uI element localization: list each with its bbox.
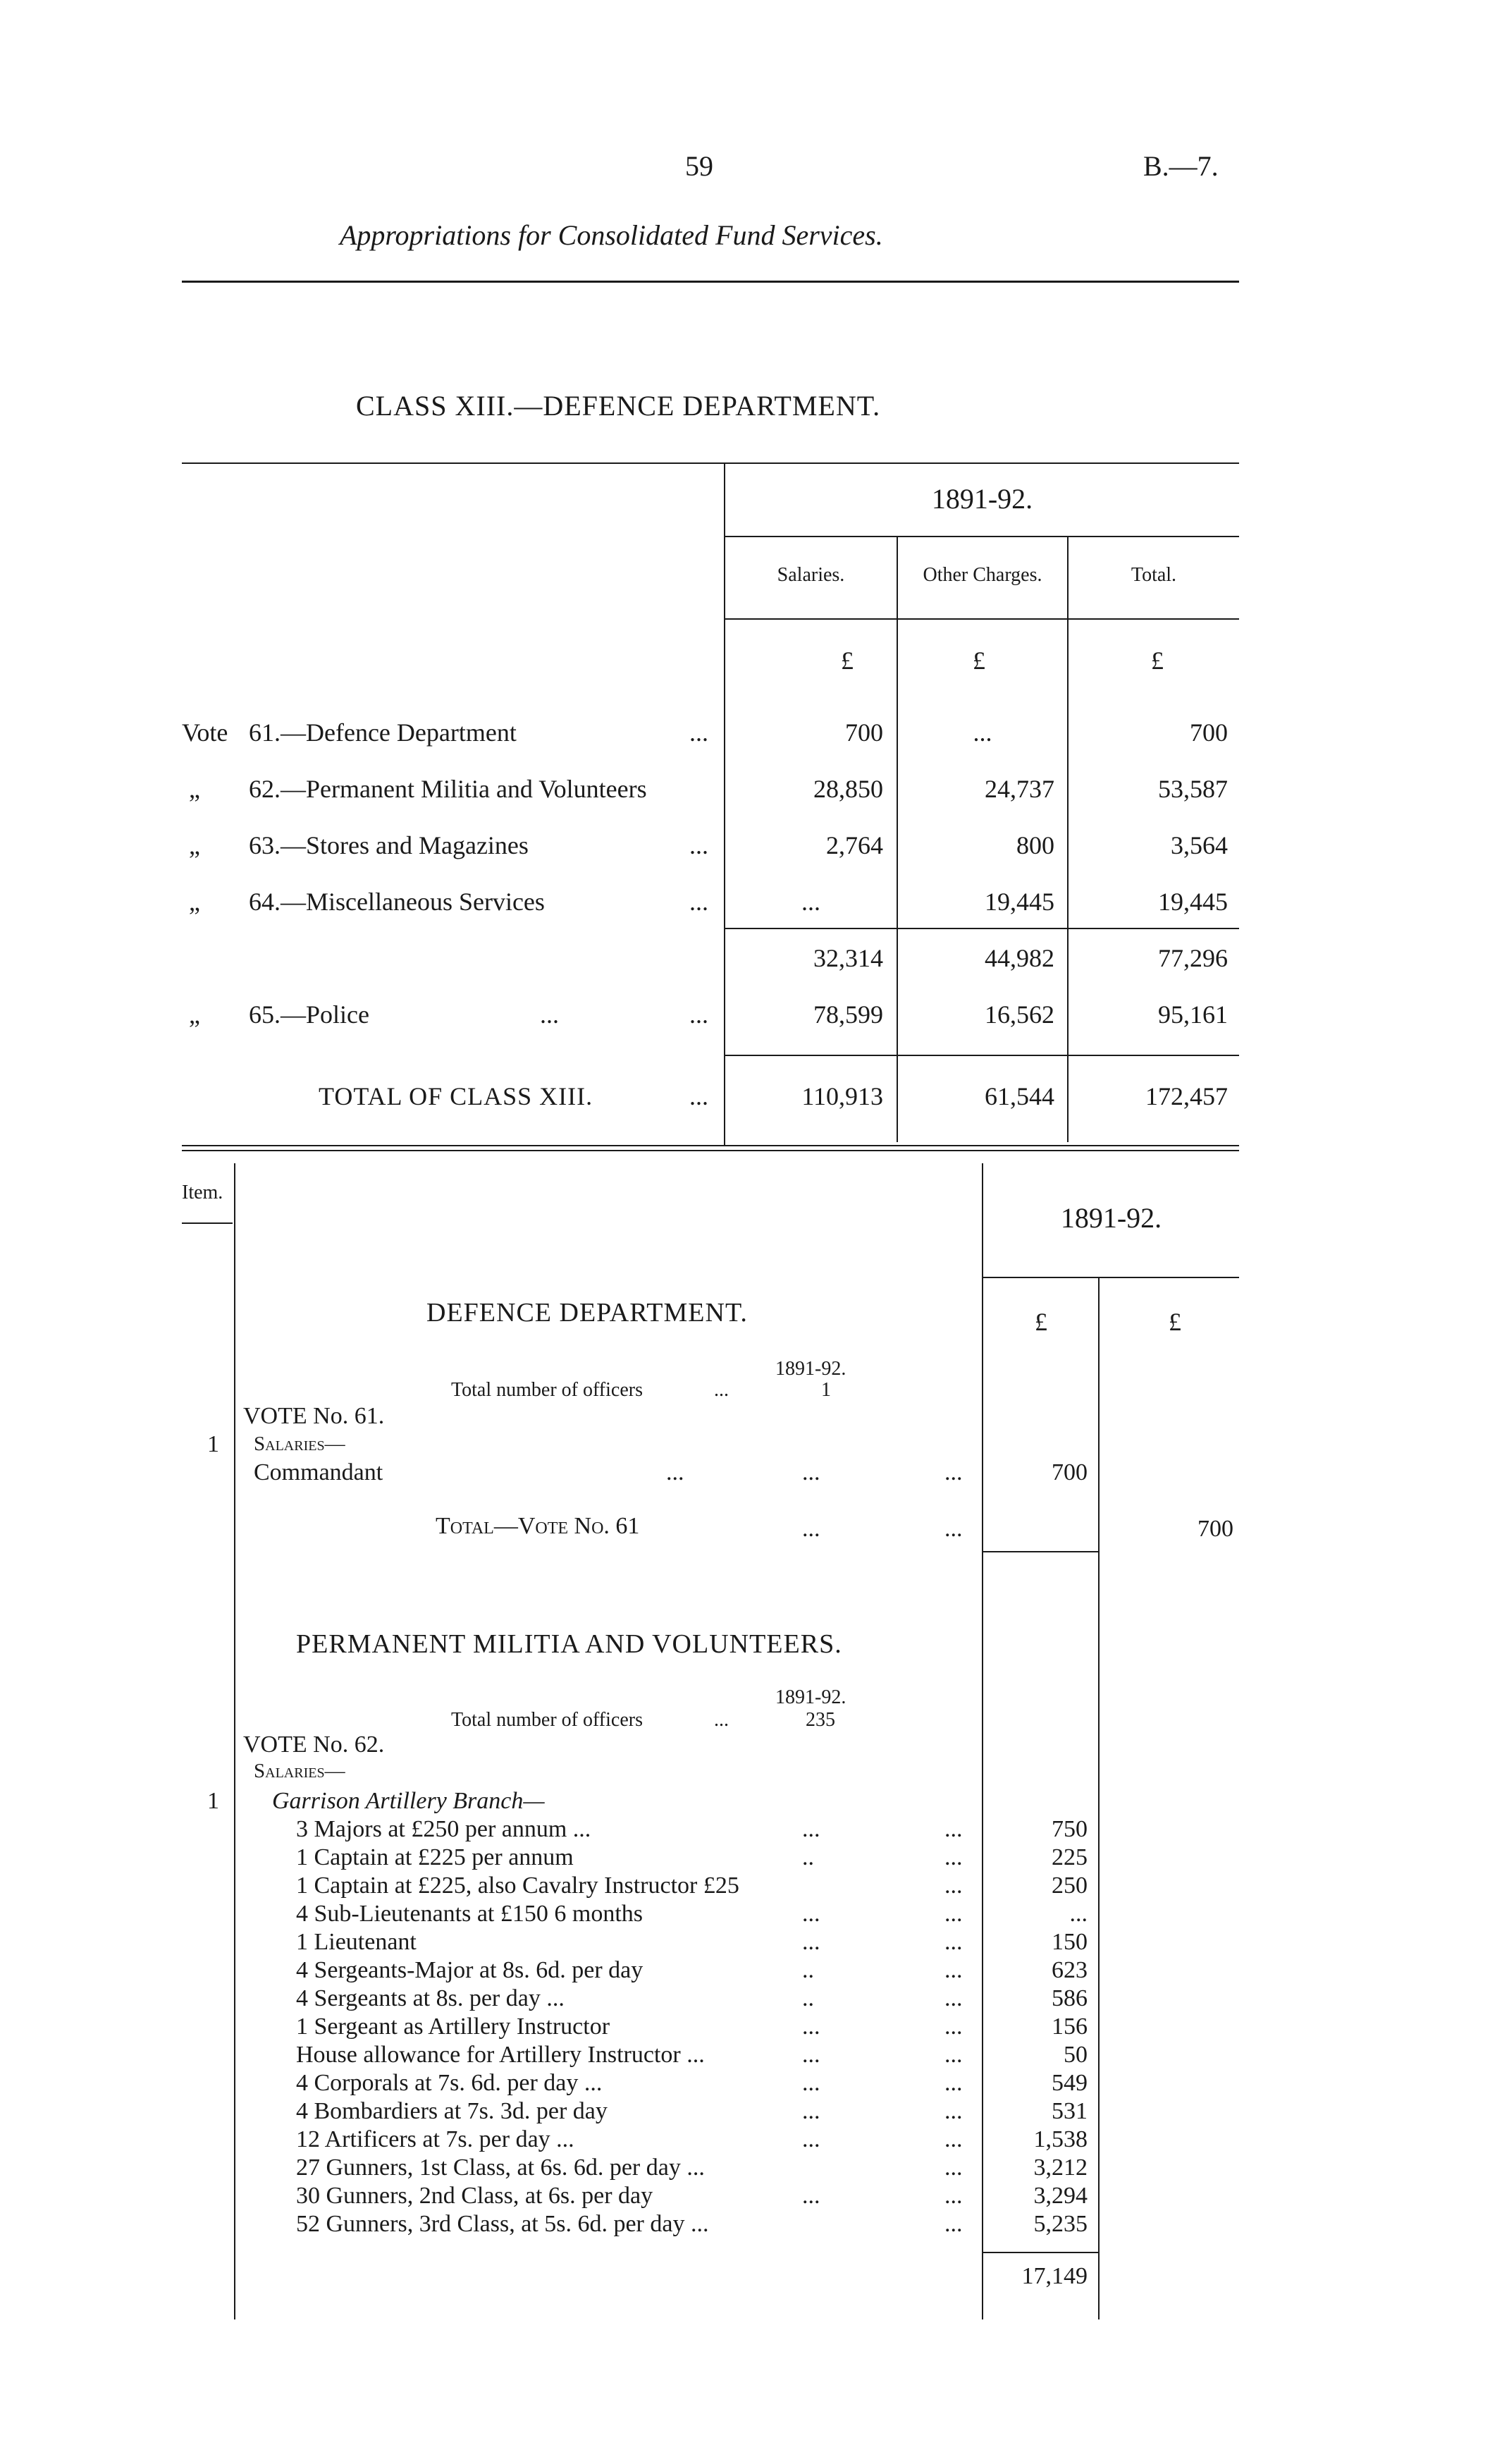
total-rule xyxy=(725,1055,1239,1056)
salaries-subtotal: 32,314 xyxy=(813,944,883,972)
class-heading: CLASS XIII.—DEFENCE DEPARTMENT. xyxy=(356,390,881,422)
line-leader: ... xyxy=(944,2098,963,2124)
line-item-amount: 150 xyxy=(1052,1929,1088,1955)
item-header: Item. xyxy=(182,1182,223,1203)
line-item-label: 1 Lieutenant xyxy=(296,1929,417,1955)
line-leader: ... xyxy=(944,1901,963,1927)
line-leader: ... xyxy=(802,1816,820,1842)
line-leader: ... xyxy=(944,2126,963,2152)
line-leader: ... xyxy=(944,2183,963,2209)
salaries-cell: 700 xyxy=(845,718,883,747)
line-leader: ... xyxy=(944,2211,963,2237)
summary-year: 1891-92. xyxy=(931,483,1033,515)
line-item-label: 4 Sergeants at 8s. per day ... xyxy=(296,1985,565,2011)
line-leader: ... xyxy=(944,2155,963,2181)
line-leader: ... xyxy=(802,1929,820,1955)
column-header-salaries: Salaries. xyxy=(777,564,845,586)
officers-count: 235 xyxy=(806,1709,835,1731)
row-label: 61.—Defence Department xyxy=(249,718,517,747)
detail-year-rule xyxy=(983,1277,1239,1278)
header-rule xyxy=(182,281,1239,283)
item-header-rule xyxy=(182,1222,233,1224)
line-item-amount: 1,538 xyxy=(1033,2126,1088,2152)
total-cell: 19,445 xyxy=(1158,888,1228,916)
line-leader: ... xyxy=(944,2070,963,2096)
item-number: 1 xyxy=(207,1788,219,1814)
line-item-amount: 586 xyxy=(1052,1985,1088,2011)
salaries-heading: Salaries— xyxy=(254,1433,345,1455)
line-item-label: House allowance for Artillery Instructor ... xyxy=(296,2042,705,2068)
militia-subtotal: 17,149 xyxy=(1021,2263,1088,2289)
branch-heading: Garrison Artillery Branch— xyxy=(272,1788,545,1814)
line-leader: .. xyxy=(802,1957,814,1983)
total-cell: 3,564 xyxy=(1171,831,1228,859)
currency-symbol: £ xyxy=(1151,646,1164,675)
total-subtotal: 77,296 xyxy=(1158,944,1228,972)
other-charges-grand-total: 61,544 xyxy=(985,1082,1054,1110)
officers-year: 1891-92. xyxy=(775,1686,846,1708)
line-leader: ... xyxy=(944,2014,963,2040)
line-leader: ... xyxy=(944,1816,963,1842)
total-cell: 95,161 xyxy=(1158,1000,1228,1029)
item-number: 1 xyxy=(207,1431,219,1457)
amount-column-divider xyxy=(1098,1278,1100,2319)
line-item-label: 27 Gunners, 1st Class, at 6s. 6d. per day ... xyxy=(296,2155,705,2181)
row-prefix: Vote xyxy=(182,718,228,747)
summary-top-rule xyxy=(182,462,1239,464)
salaries-cell: 28,850 xyxy=(813,775,883,803)
line-item-label: 52 Gunners, 3rd Class, at 5s. 6d. per day ... xyxy=(296,2211,709,2237)
currency-symbol: £ xyxy=(841,646,854,675)
summary-bottom-rule xyxy=(182,1145,1239,1146)
line-item-amount: 531 xyxy=(1052,2098,1088,2124)
other-charges-cell: 19,445 xyxy=(985,888,1054,916)
other-charges-subtotal: 44,982 xyxy=(985,944,1054,972)
row-leader: ... xyxy=(689,1000,708,1029)
summary-bottom-rule xyxy=(182,1150,1239,1151)
line-leader: ... xyxy=(944,1957,963,1983)
officers-leader: ... xyxy=(714,1709,729,1731)
line-leader: ... xyxy=(802,1516,820,1542)
line-item-amount: 5,235 xyxy=(1033,2211,1088,2237)
line-leader: ... xyxy=(944,2042,963,2068)
line-item-amount: 225 xyxy=(1052,1844,1088,1870)
line-item-label: 4 Bombardiers at 7s. 3d. per day xyxy=(296,2098,608,2124)
line-leader: ... xyxy=(802,2070,820,2096)
officers-label: Total number of officers xyxy=(451,1709,643,1731)
vote-total-rule xyxy=(983,1551,1098,1552)
row-prefix: „ xyxy=(189,888,200,916)
other-charges-cell: ... xyxy=(973,718,992,747)
line-leader: ... xyxy=(802,2042,820,2068)
line-item-label: Commandant xyxy=(254,1459,383,1485)
line-item-label: 30 Gunners, 2nd Class, at 6s. per day xyxy=(296,2183,653,2209)
total-cell: 53,587 xyxy=(1158,775,1228,803)
line-item-label: 1 Captain at £225, also Cavalry Instructor £25 xyxy=(296,1872,739,1899)
summary-year-rule xyxy=(725,536,1239,537)
line-item-amount: 3,294 xyxy=(1033,2183,1088,2209)
line-item-amount: 156 xyxy=(1052,2014,1088,2040)
other-charges-cell: 24,737 xyxy=(985,775,1054,803)
line-leader: ... xyxy=(802,2098,820,2124)
line-leader: ... xyxy=(944,1844,963,1870)
detail-year: 1891-92. xyxy=(1060,1202,1162,1234)
line-item-amount: 700 xyxy=(1052,1459,1088,1485)
line-leader: ... xyxy=(944,1872,963,1899)
line-item-amount: 549 xyxy=(1052,2070,1088,2096)
line-item-label: 1 Sergeant as Artillery Instructor xyxy=(296,2014,610,2040)
salaries-cell: 2,764 xyxy=(826,831,883,859)
page-title: Appropriations for Consolidated Fund Services. xyxy=(340,219,883,251)
line-leader: ... xyxy=(944,1929,963,1955)
row-leader: ... xyxy=(689,888,708,916)
line-leader: .. xyxy=(802,1844,814,1870)
officers-count: 1 xyxy=(821,1379,831,1401)
line-item-amount: 623 xyxy=(1052,1957,1088,1983)
section-heading: PERMANENT MILITIA AND VOLUNTEERS. xyxy=(296,1629,842,1659)
item-column-divider xyxy=(234,1163,235,2319)
line-item-label: 4 Sergeants-Major at 8s. 6d. per day xyxy=(296,1957,644,1983)
line-item-label: 12 Artificers at 7s. per day ... xyxy=(296,2126,574,2152)
line-leader: ... xyxy=(944,1516,963,1542)
officers-leader: ... xyxy=(714,1379,729,1401)
row-label: 62.—Permanent Militia and Volunteers xyxy=(249,775,647,803)
salaries-heading: Salaries— xyxy=(254,1760,345,1782)
row-leader: ... xyxy=(540,1000,559,1029)
currency-symbol: £ xyxy=(973,646,985,675)
row-label: 65.—Police xyxy=(249,1000,369,1029)
line-leader: ... xyxy=(802,2183,820,2209)
line-item-amount: 3,212 xyxy=(1033,2155,1088,2181)
row-prefix: „ xyxy=(189,775,200,803)
line-item-label: 1 Captain at £225 per annum xyxy=(296,1844,574,1870)
line-item-amount: ... xyxy=(1069,1901,1088,1927)
line-item-label: 4 Corporals at 7s. 6d. per day ... xyxy=(296,2070,603,2096)
currency-symbol: £ xyxy=(1035,1308,1047,1336)
line-leader: ... xyxy=(802,1901,820,1927)
row-label: 64.—Miscellaneous Services xyxy=(249,888,545,916)
row-prefix: „ xyxy=(189,1000,200,1029)
line-item-amount: 50 xyxy=(1064,2042,1088,2068)
other-charges-cell: 16,562 xyxy=(985,1000,1054,1029)
vote-number: VOTE No. 61. xyxy=(243,1403,385,1429)
line-leader: ... xyxy=(802,1459,820,1485)
page-number: 59 xyxy=(685,150,713,182)
currency-symbol: £ xyxy=(1169,1308,1181,1336)
line-item-amount: 250 xyxy=(1052,1872,1088,1899)
line-item-label: 4 Sub-Lieutenants at £150 6 months xyxy=(296,1901,644,1927)
line-item-label: 3 Majors at £250 per annum ... xyxy=(296,1816,591,1842)
summary-colhead-rule xyxy=(725,618,1239,620)
officers-label: Total number of officers xyxy=(451,1379,643,1401)
line-leader: .. xyxy=(802,1985,814,2011)
row-label: 63.—Stores and Magazines xyxy=(249,831,529,859)
column-header-other-charges: Other Charges. xyxy=(923,564,1042,586)
salaries-cell: 78,599 xyxy=(813,1000,883,1029)
subtotal-rule xyxy=(725,928,1239,929)
row-leader: ... xyxy=(689,831,708,859)
row-leader: ... xyxy=(689,718,708,747)
line-leader: ... xyxy=(802,2126,820,2152)
officers-year: 1891-92. xyxy=(775,1358,846,1380)
other-charges-cell: 800 xyxy=(1016,831,1054,859)
line-item-amount: 750 xyxy=(1052,1816,1088,1842)
vote-total-label: Total—Vote No. 61 xyxy=(436,1513,640,1539)
salaries-cell: ... xyxy=(801,888,820,916)
document-reference: B.—7. xyxy=(1143,150,1219,182)
vote-number: VOTE No. 62. xyxy=(243,1731,385,1758)
line-leader: ... xyxy=(944,1985,963,2011)
column-header-total: Total. xyxy=(1131,564,1177,586)
subtotal-rule xyxy=(983,2252,1098,2253)
row-prefix: „ xyxy=(189,831,200,859)
vote-total-amount: 700 xyxy=(1197,1516,1233,1542)
total-grand-total: 172,457 xyxy=(1145,1082,1228,1110)
total-cell: 700 xyxy=(1190,718,1228,747)
row-leader: ... xyxy=(689,1082,708,1110)
section-heading: DEFENCE DEPARTMENT. xyxy=(426,1298,748,1328)
line-leader: ... xyxy=(666,1459,684,1485)
line-leader: ... xyxy=(944,1459,963,1485)
grand-total-label: TOTAL OF CLASS XIII. xyxy=(319,1082,593,1110)
line-leader: ... xyxy=(802,2014,820,2040)
salaries-grand-total: 110,913 xyxy=(801,1082,883,1110)
